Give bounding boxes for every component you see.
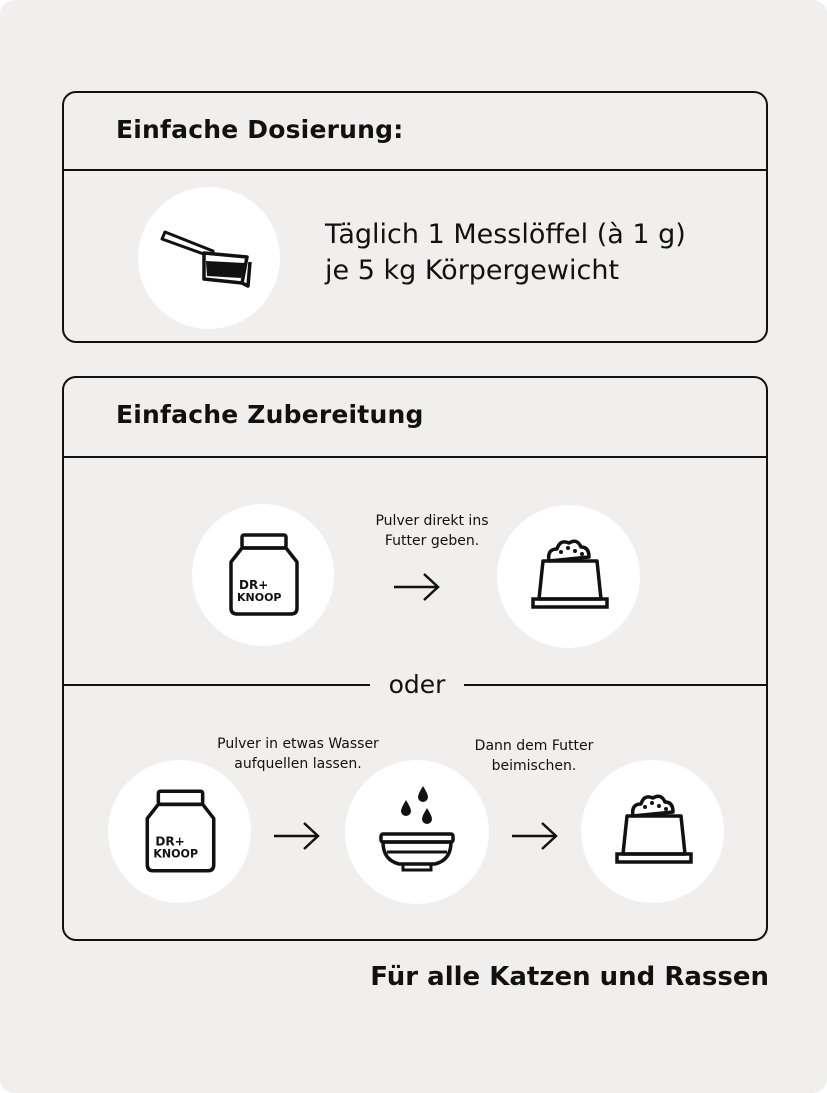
divider	[64, 169, 766, 171]
caption-line: Dann dem Futter	[474, 738, 594, 754]
caption-line: beimischen.	[491, 758, 577, 774]
dosing-text	[325, 217, 686, 289]
scoop-icon	[138, 187, 280, 329]
water-drop-icon	[401, 800, 411, 816]
jar-label-line-2: KNOOP	[153, 847, 199, 861]
caption-line: Futter geben.	[384, 533, 480, 549]
water-drop-icon	[418, 786, 428, 802]
food-circle-1	[497, 505, 640, 648]
caption-direct	[342, 511, 522, 551]
jar-label-line-1: DR+	[239, 578, 269, 592]
caption-line: Pulver in etwas Wasser	[217, 736, 379, 752]
dosing-line-1: Täglich 1 Messlöffel (à 1 g)	[325, 219, 686, 250]
product-jar-icon	[108, 760, 251, 903]
water-circle	[345, 760, 489, 904]
footer-tagline: Für alle Katzen und Rassen	[370, 962, 769, 992]
arrow-right-icon	[272, 821, 322, 851]
water-bowl-icon	[345, 760, 489, 904]
water-drop-icon	[422, 808, 432, 824]
dosing-card	[62, 91, 768, 343]
product-jar-icon	[192, 504, 334, 646]
preparation-title: Einfache Zubereitung	[116, 400, 424, 429]
arrow-right-icon	[392, 572, 442, 602]
dosing-title: Einfache Dosierung:	[116, 115, 404, 144]
food-bowl-icon	[497, 505, 640, 648]
jar-circle-1	[192, 504, 334, 646]
caption-line: aufquellen lassen.	[234, 756, 362, 772]
jar-circle-2	[108, 760, 251, 903]
preparation-card	[62, 376, 768, 941]
scoop-circle	[138, 187, 280, 329]
jar-label-line-1: DR+	[155, 834, 185, 849]
food-bowl-icon	[581, 760, 724, 903]
dosing-line-2: je 5 kg Körpergewicht	[325, 255, 620, 286]
arrow-right-icon	[510, 821, 560, 851]
jar-label-line-2: KNOOP	[237, 591, 282, 604]
caption-line: Pulver direkt ins	[375, 513, 489, 529]
separator-oder: oder	[370, 670, 464, 700]
divider	[64, 456, 766, 458]
food-circle-2	[581, 760, 724, 903]
